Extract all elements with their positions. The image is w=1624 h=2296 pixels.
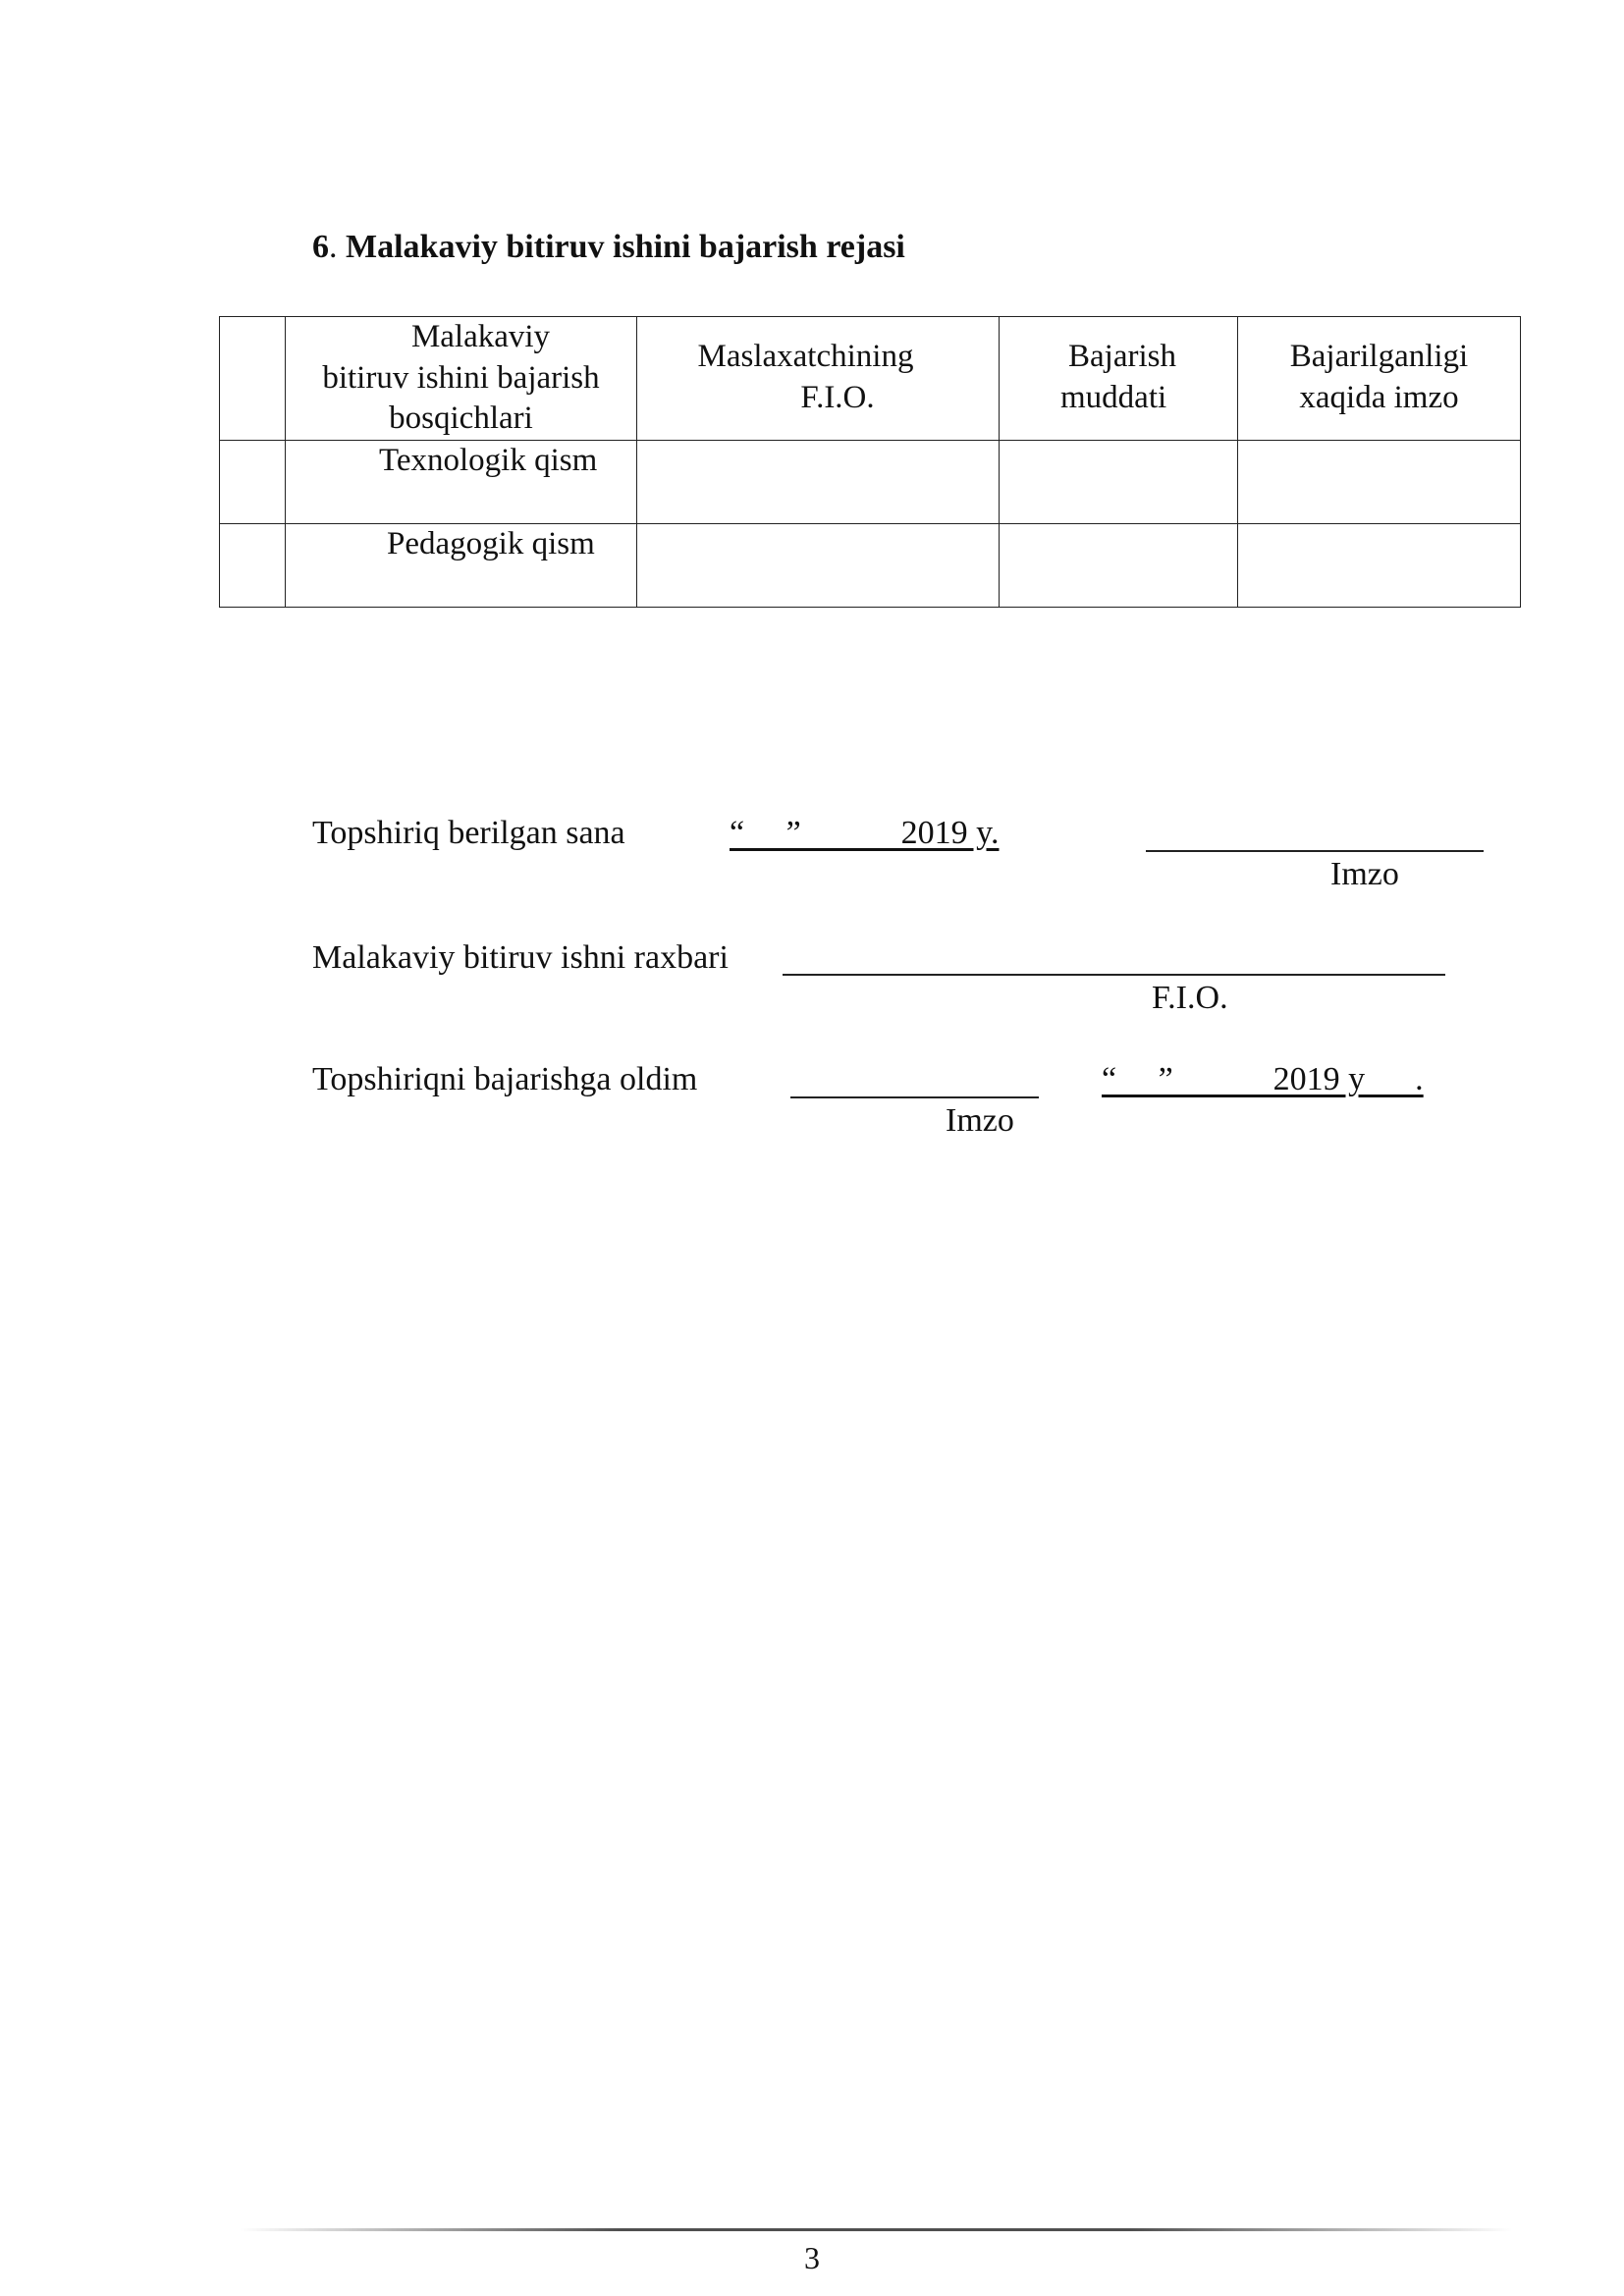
footer-rule <box>240 2228 1512 2231</box>
header-cell-deadline <box>1000 317 1238 441</box>
row-1-index <box>220 441 286 524</box>
section-number: 6 <box>312 229 329 265</box>
task-given-signature-line <box>1146 850 1484 852</box>
header-cell-signature <box>1238 317 1521 441</box>
header-advisor-line-1: Maslaxatchining <box>697 339 914 374</box>
table-row <box>220 441 1521 524</box>
task-given-label: Topshiriq berilgan sana <box>312 815 625 851</box>
task-accepted-signature-line <box>790 1096 1039 1098</box>
header-cell-stage <box>286 317 637 441</box>
supervisor-name-caption: F.I.O. <box>1152 980 1228 1016</box>
plan-table <box>219 316 1521 608</box>
header-cell-index <box>220 317 286 441</box>
header-signature-line-1: Bajarilganligi <box>1289 339 1469 374</box>
supervisor-label: Malakaviy bitiruv ishni raxbari <box>312 939 729 976</box>
row-2-stage: Pedagogik qism <box>286 524 637 608</box>
header-deadline-line-1: Bajarish <box>1068 339 1176 374</box>
task-accepted-label: Topshiriqni bajarishga oldim <box>312 1061 698 1097</box>
page-number: 3 <box>804 2240 820 2275</box>
task-given-date: “ ” 2019 y. <box>730 815 1000 851</box>
table-row <box>220 524 1521 608</box>
header-deadline-line-2: muddati <box>1060 379 1167 415</box>
row-2-index <box>220 524 286 608</box>
task-given-sign-caption: Imzo <box>1330 856 1399 892</box>
header-signature-line-2: xaqida imzo <box>1299 379 1459 415</box>
header-advisor-line-2: F.I.O. <box>800 379 875 415</box>
header-stage-line-2: bitiruv ishini bajarish <box>322 359 600 396</box>
section-heading <box>312 228 905 268</box>
row-2-deadline <box>1000 524 1238 608</box>
task-accepted-sign-caption: Imzo <box>946 1102 1014 1139</box>
header-cell-advisor <box>637 317 1000 441</box>
row-2-advisor <box>637 524 1000 608</box>
section-separator: . <box>329 229 346 265</box>
supervisor-name-line <box>783 974 1445 976</box>
header-stage-line-1: Malakaviy <box>410 319 551 354</box>
row-2-signature <box>1238 524 1521 608</box>
table-header-row <box>220 317 1521 441</box>
row-1-deadline <box>1000 441 1238 524</box>
row-1-stage: Texnologik qism <box>286 441 637 524</box>
section-title: Malakaviy bitiruv ishini bajarish rejasi <box>346 229 905 265</box>
task-accepted-date: “ ” 2019 y . <box>1102 1061 1424 1097</box>
header-stage-line-3: bosqichlari <box>389 400 533 437</box>
row-1-signature <box>1238 441 1521 524</box>
row-1-advisor <box>637 441 1000 524</box>
